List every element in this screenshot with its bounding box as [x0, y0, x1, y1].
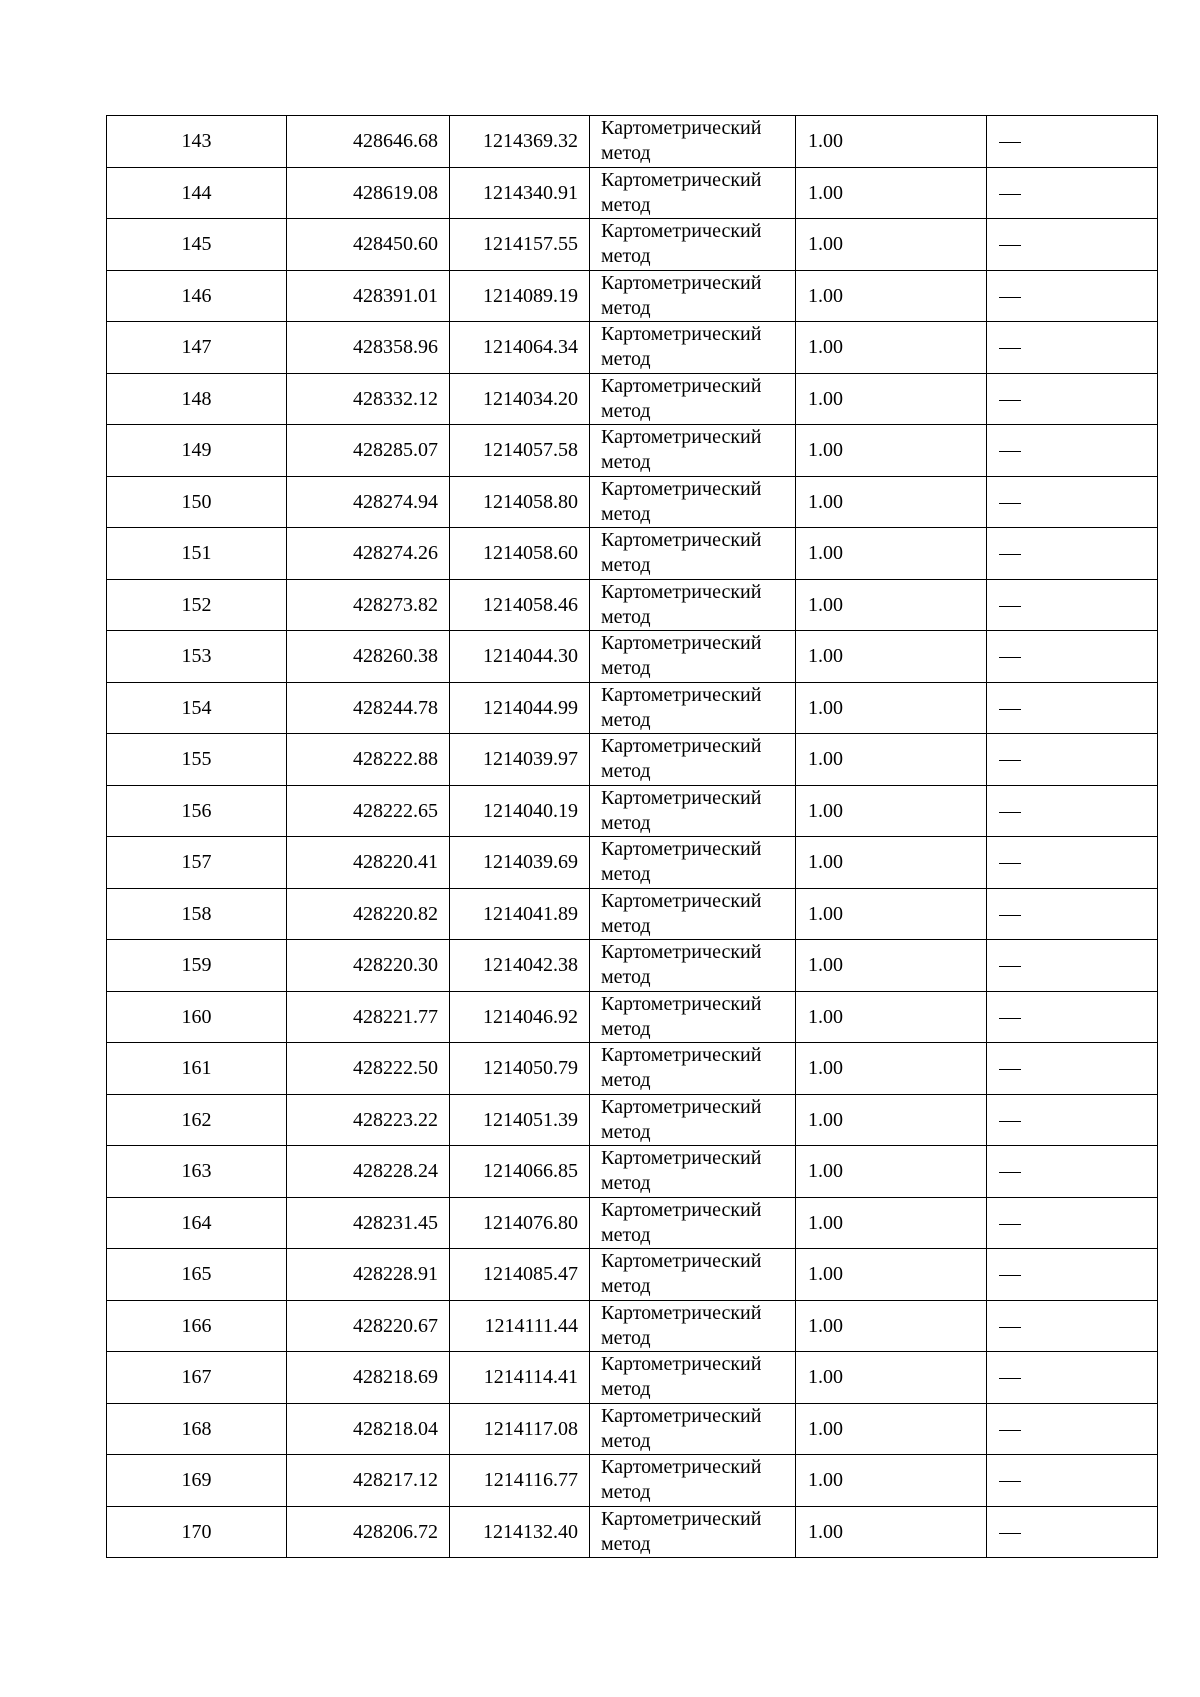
x-coordinate-cell: 428220.67: [287, 1300, 450, 1352]
point-number-cell: 153: [107, 631, 287, 683]
y-coordinate-cell: 1214064.34: [450, 322, 590, 374]
note-cell: [987, 425, 1158, 477]
method-line-2: метод: [601, 760, 651, 783]
accuracy-cell: 1.00: [796, 734, 987, 786]
method-line-1: Картометрический: [601, 735, 762, 758]
x-coordinate-cell: 428450.60: [287, 219, 450, 271]
method-line-1: Картометрический: [601, 632, 762, 655]
table-row: [107, 1455, 1158, 1507]
method-cell: [590, 425, 796, 477]
dash-mark: [999, 194, 1021, 195]
table-row: [107, 631, 1158, 683]
note-cell: [987, 1403, 1158, 1455]
y-coordinate-cell: 1214044.99: [450, 682, 590, 734]
table-row: [107, 528, 1158, 580]
table-row: [107, 219, 1158, 271]
method-cell: [590, 940, 796, 992]
table-row: [107, 1300, 1158, 1352]
method-line-1: Картометрический: [601, 374, 762, 397]
table-row: [107, 1403, 1158, 1455]
method-line-2: метод: [601, 1378, 651, 1401]
x-coordinate-cell: 428223.22: [287, 1094, 450, 1146]
y-coordinate-cell: 1214089.19: [450, 270, 590, 322]
method-line-1: Картометрический: [601, 580, 762, 603]
accuracy-cell: 1.00: [796, 1455, 987, 1507]
x-coordinate-cell: 428358.96: [287, 322, 450, 374]
method-cell: [590, 1352, 796, 1404]
method-cell: [590, 219, 796, 271]
dash-mark: [999, 1378, 1021, 1379]
method-line-1: Картометрический: [601, 1147, 762, 1170]
accuracy-cell: 1.00: [796, 1094, 987, 1146]
table-row: [107, 1352, 1158, 1404]
method-line-1: Картометрический: [601, 1095, 762, 1118]
table-row: [107, 1146, 1158, 1198]
method-line-2: метод: [601, 811, 651, 834]
y-coordinate-cell: 1214039.69: [450, 837, 590, 889]
note-cell: [987, 1352, 1158, 1404]
method-line-2: метод: [601, 1429, 651, 1452]
method-line-1: Картометрический: [601, 941, 762, 964]
table-row: [107, 116, 1158, 168]
point-number-cell: 164: [107, 1197, 287, 1249]
y-coordinate-cell: 1214058.46: [450, 579, 590, 631]
y-coordinate-cell: 1214114.41: [450, 1352, 590, 1404]
accuracy-cell: 1.00: [796, 1249, 987, 1301]
method-cell: [590, 991, 796, 1043]
method-cell: [590, 270, 796, 322]
point-number-cell: 155: [107, 734, 287, 786]
x-coordinate-cell: 428332.12: [287, 373, 450, 425]
note-cell: [987, 631, 1158, 683]
dash-mark: [999, 451, 1021, 452]
dash-mark: [999, 554, 1021, 555]
point-number-cell: 167: [107, 1352, 287, 1404]
method-cell: [590, 1094, 796, 1146]
dash-mark: [999, 1224, 1021, 1225]
y-coordinate-cell: 1214085.47: [450, 1249, 590, 1301]
x-coordinate-cell: 428228.91: [287, 1249, 450, 1301]
x-coordinate-cell: 428274.26: [287, 528, 450, 580]
dash-mark: [999, 348, 1021, 349]
point-number-cell: 154: [107, 682, 287, 734]
dash-mark: [999, 503, 1021, 504]
point-number-cell: 152: [107, 579, 287, 631]
method-line-1: Картометрический: [601, 168, 762, 191]
y-coordinate-cell: 1214050.79: [450, 1043, 590, 1095]
method-line-1: Картометрический: [601, 426, 762, 449]
accuracy-cell: 1.00: [796, 373, 987, 425]
x-coordinate-cell: 428244.78: [287, 682, 450, 734]
y-coordinate-cell: 1214041.89: [450, 888, 590, 940]
note-cell: [987, 1455, 1158, 1507]
dash-mark: [999, 245, 1021, 246]
point-number-cell: 148: [107, 373, 287, 425]
point-number-cell: 163: [107, 1146, 287, 1198]
table-row: [107, 322, 1158, 374]
note-cell: [987, 1506, 1158, 1558]
method-line-1: Картометрический: [601, 1301, 762, 1324]
method-line-1: Картометрический: [601, 1404, 762, 1427]
x-coordinate-cell: 428218.69: [287, 1352, 450, 1404]
note-cell: [987, 167, 1158, 219]
method-line-1: Картометрический: [601, 838, 762, 861]
method-line-1: Картометрический: [601, 1507, 762, 1530]
method-line-2: метод: [601, 502, 651, 525]
method-line-2: метод: [601, 1326, 651, 1349]
coordinates-table: [106, 115, 1158, 1558]
table-row: [107, 270, 1158, 322]
dash-mark: [999, 1018, 1021, 1019]
note-cell: [987, 219, 1158, 271]
y-coordinate-cell: 1214340.91: [450, 167, 590, 219]
accuracy-cell: 1.00: [796, 1352, 987, 1404]
dash-mark: [999, 1275, 1021, 1276]
note-cell: [987, 373, 1158, 425]
method-line-2: метод: [601, 399, 651, 422]
method-line-2: метод: [601, 193, 651, 216]
dash-mark: [999, 400, 1021, 401]
note-cell: [987, 1197, 1158, 1249]
table-row: [107, 682, 1158, 734]
method-line-2: метод: [601, 605, 651, 628]
x-coordinate-cell: 428220.82: [287, 888, 450, 940]
y-coordinate-cell: 1214369.32: [450, 116, 590, 168]
x-coordinate-cell: 428285.07: [287, 425, 450, 477]
table-row: [107, 373, 1158, 425]
note-cell: [987, 322, 1158, 374]
x-coordinate-cell: 428646.68: [287, 116, 450, 168]
table-row: [107, 476, 1158, 528]
note-cell: [987, 1094, 1158, 1146]
y-coordinate-cell: 1214039.97: [450, 734, 590, 786]
method-line-2: метод: [601, 348, 651, 371]
x-coordinate-cell: 428274.94: [287, 476, 450, 528]
table-row: [107, 888, 1158, 940]
method-cell: [590, 322, 796, 374]
x-coordinate-cell: 428222.88: [287, 734, 450, 786]
method-line-2: метод: [601, 296, 651, 319]
method-cell: [590, 837, 796, 889]
x-coordinate-cell: 428231.45: [287, 1197, 450, 1249]
dash-mark: [999, 760, 1021, 761]
method-cell: [590, 1455, 796, 1507]
x-coordinate-cell: 428273.82: [287, 579, 450, 631]
note-cell: [987, 116, 1158, 168]
point-number-cell: 149: [107, 425, 287, 477]
note-cell: [987, 270, 1158, 322]
method-cell: [590, 631, 796, 683]
dash-mark: [999, 142, 1021, 143]
dash-mark: [999, 1430, 1021, 1431]
note-cell: [987, 476, 1158, 528]
note-cell: [987, 734, 1158, 786]
dash-mark: [999, 812, 1021, 813]
method-line-2: метод: [601, 1120, 651, 1143]
method-line-2: метод: [601, 1532, 651, 1555]
note-cell: [987, 1300, 1158, 1352]
dash-mark: [999, 1121, 1021, 1122]
method-cell: [590, 1197, 796, 1249]
x-coordinate-cell: 428217.12: [287, 1455, 450, 1507]
table-row: [107, 785, 1158, 837]
accuracy-cell: 1.00: [796, 940, 987, 992]
point-number-cell: 158: [107, 888, 287, 940]
table-row: [107, 837, 1158, 889]
method-line-1: Картометрический: [601, 786, 762, 809]
accuracy-cell: 1.00: [796, 167, 987, 219]
table-row: [107, 1094, 1158, 1146]
method-line-2: метод: [601, 863, 651, 886]
method-line-2: метод: [601, 708, 651, 731]
accuracy-cell: 1.00: [796, 270, 987, 322]
method-line-1: Картометрический: [601, 992, 762, 1015]
accuracy-cell: 1.00: [796, 322, 987, 374]
note-cell: [987, 1043, 1158, 1095]
dash-mark: [999, 1481, 1021, 1482]
accuracy-cell: 1.00: [796, 682, 987, 734]
method-line-2: метод: [601, 1481, 651, 1504]
note-cell: [987, 682, 1158, 734]
accuracy-cell: 1.00: [796, 631, 987, 683]
note-cell: [987, 837, 1158, 889]
method-line-2: метод: [601, 1069, 651, 1092]
method-line-1: Картометрический: [601, 1456, 762, 1479]
method-line-1: Картометрический: [601, 220, 762, 243]
table-row: [107, 167, 1158, 219]
note-cell: [987, 1249, 1158, 1301]
method-line-2: метод: [601, 554, 651, 577]
accuracy-cell: 1.00: [796, 1043, 987, 1095]
point-number-cell: 162: [107, 1094, 287, 1146]
method-line-2: метод: [601, 966, 651, 989]
y-coordinate-cell: 1214117.08: [450, 1403, 590, 1455]
method-line-1: Картометрический: [601, 1353, 762, 1376]
method-line-2: метод: [601, 142, 651, 165]
y-coordinate-cell: 1214111.44: [450, 1300, 590, 1352]
x-coordinate-cell: 428391.01: [287, 270, 450, 322]
y-coordinate-cell: 1214066.85: [450, 1146, 590, 1198]
y-coordinate-cell: 1214116.77: [450, 1455, 590, 1507]
table-row: [107, 1249, 1158, 1301]
point-number-cell: 168: [107, 1403, 287, 1455]
point-number-cell: 156: [107, 785, 287, 837]
dash-mark: [999, 1069, 1021, 1070]
table-row: [107, 940, 1158, 992]
method-cell: [590, 1146, 796, 1198]
accuracy-cell: 1.00: [796, 579, 987, 631]
method-line-1: Картометрический: [601, 529, 762, 552]
method-line-1: Картометрический: [601, 1044, 762, 1067]
dash-mark: [999, 606, 1021, 607]
coordinates-table-body: [107, 116, 1158, 1558]
table-row: [107, 1197, 1158, 1249]
note-cell: [987, 991, 1158, 1043]
method-cell: [590, 734, 796, 786]
dash-mark: [999, 1172, 1021, 1173]
table-row: [107, 1043, 1158, 1095]
point-number-cell: 170: [107, 1506, 287, 1558]
note-cell: [987, 1146, 1158, 1198]
method-cell: [590, 579, 796, 631]
x-coordinate-cell: 428221.77: [287, 991, 450, 1043]
accuracy-cell: 1.00: [796, 1403, 987, 1455]
point-number-cell: 159: [107, 940, 287, 992]
dash-mark: [999, 297, 1021, 298]
accuracy-cell: 1.00: [796, 785, 987, 837]
note-cell: [987, 888, 1158, 940]
point-number-cell: 147: [107, 322, 287, 374]
method-cell: [590, 1506, 796, 1558]
table-row: [107, 579, 1158, 631]
y-coordinate-cell: 1214044.30: [450, 631, 590, 683]
accuracy-cell: 1.00: [796, 837, 987, 889]
method-line-1: Картометрический: [601, 323, 762, 346]
accuracy-cell: 1.00: [796, 991, 987, 1043]
note-cell: [987, 785, 1158, 837]
dash-mark: [999, 966, 1021, 967]
accuracy-cell: 1.00: [796, 425, 987, 477]
point-number-cell: 151: [107, 528, 287, 580]
note-cell: [987, 579, 1158, 631]
point-number-cell: 166: [107, 1300, 287, 1352]
point-number-cell: 160: [107, 991, 287, 1043]
method-cell: [590, 682, 796, 734]
method-line-2: метод: [601, 914, 651, 937]
y-coordinate-cell: 1214057.58: [450, 425, 590, 477]
method-line-2: метод: [601, 245, 651, 268]
method-line-1: Картометрический: [601, 683, 762, 706]
method-line-1: Картометрический: [601, 477, 762, 500]
x-coordinate-cell: 428218.04: [287, 1403, 450, 1455]
note-cell: [987, 528, 1158, 580]
accuracy-cell: 1.00: [796, 116, 987, 168]
point-number-cell: 146: [107, 270, 287, 322]
method-line-1: Картометрический: [601, 117, 762, 140]
dash-mark: [999, 1327, 1021, 1328]
method-cell: [590, 528, 796, 580]
y-coordinate-cell: 1214157.55: [450, 219, 590, 271]
method-cell: [590, 1249, 796, 1301]
accuracy-cell: 1.00: [796, 219, 987, 271]
x-coordinate-cell: 428220.41: [287, 837, 450, 889]
accuracy-cell: 1.00: [796, 528, 987, 580]
method-line-1: Картометрический: [601, 889, 762, 912]
method-line-1: Картометрический: [601, 1198, 762, 1221]
point-number-cell: 144: [107, 167, 287, 219]
x-coordinate-cell: 428222.50: [287, 1043, 450, 1095]
note-cell: [987, 940, 1158, 992]
dash-mark: [999, 709, 1021, 710]
point-number-cell: 143: [107, 116, 287, 168]
x-coordinate-cell: 428222.65: [287, 785, 450, 837]
x-coordinate-cell: 428228.24: [287, 1146, 450, 1198]
method-cell: [590, 1403, 796, 1455]
dash-mark: [999, 863, 1021, 864]
method-line-2: метод: [601, 657, 651, 680]
dash-mark: [999, 1533, 1021, 1534]
point-number-cell: 169: [107, 1455, 287, 1507]
x-coordinate-cell: 428260.38: [287, 631, 450, 683]
method-line-2: метод: [601, 1275, 651, 1298]
method-line-2: метод: [601, 451, 651, 474]
method-cell: [590, 373, 796, 425]
table-row: [107, 734, 1158, 786]
method-cell: [590, 1043, 796, 1095]
method-line-2: метод: [601, 1172, 651, 1195]
point-number-cell: 150: [107, 476, 287, 528]
accuracy-cell: 1.00: [796, 476, 987, 528]
accuracy-cell: 1.00: [796, 1197, 987, 1249]
method-cell: [590, 167, 796, 219]
method-line-2: метод: [601, 1223, 651, 1246]
method-line-2: метод: [601, 1017, 651, 1040]
accuracy-cell: 1.00: [796, 1146, 987, 1198]
accuracy-cell: 1.00: [796, 888, 987, 940]
x-coordinate-cell: 428619.08: [287, 167, 450, 219]
point-number-cell: 165: [107, 1249, 287, 1301]
table-row: [107, 991, 1158, 1043]
dash-mark: [999, 915, 1021, 916]
method-cell: [590, 785, 796, 837]
method-line-1: Картометрический: [601, 1250, 762, 1273]
dash-mark: [999, 657, 1021, 658]
method-cell: [590, 888, 796, 940]
table-row: [107, 1506, 1158, 1558]
point-number-cell: 157: [107, 837, 287, 889]
y-coordinate-cell: 1214046.92: [450, 991, 590, 1043]
method-cell: [590, 1300, 796, 1352]
method-cell: [590, 116, 796, 168]
accuracy-cell: 1.00: [796, 1506, 987, 1558]
x-coordinate-cell: 428206.72: [287, 1506, 450, 1558]
y-coordinate-cell: 1214034.20: [450, 373, 590, 425]
point-number-cell: 145: [107, 219, 287, 271]
method-cell: [590, 476, 796, 528]
table-row: [107, 425, 1158, 477]
y-coordinate-cell: 1214040.19: [450, 785, 590, 837]
point-number-cell: 161: [107, 1043, 287, 1095]
x-coordinate-cell: 428220.30: [287, 940, 450, 992]
y-coordinate-cell: 1214042.38: [450, 940, 590, 992]
method-line-1: Картометрический: [601, 271, 762, 294]
y-coordinate-cell: 1214058.80: [450, 476, 590, 528]
accuracy-cell: 1.00: [796, 1300, 987, 1352]
y-coordinate-cell: 1214076.80: [450, 1197, 590, 1249]
y-coordinate-cell: 1214058.60: [450, 528, 590, 580]
y-coordinate-cell: 1214132.40: [450, 1506, 590, 1558]
y-coordinate-cell: 1214051.39: [450, 1094, 590, 1146]
